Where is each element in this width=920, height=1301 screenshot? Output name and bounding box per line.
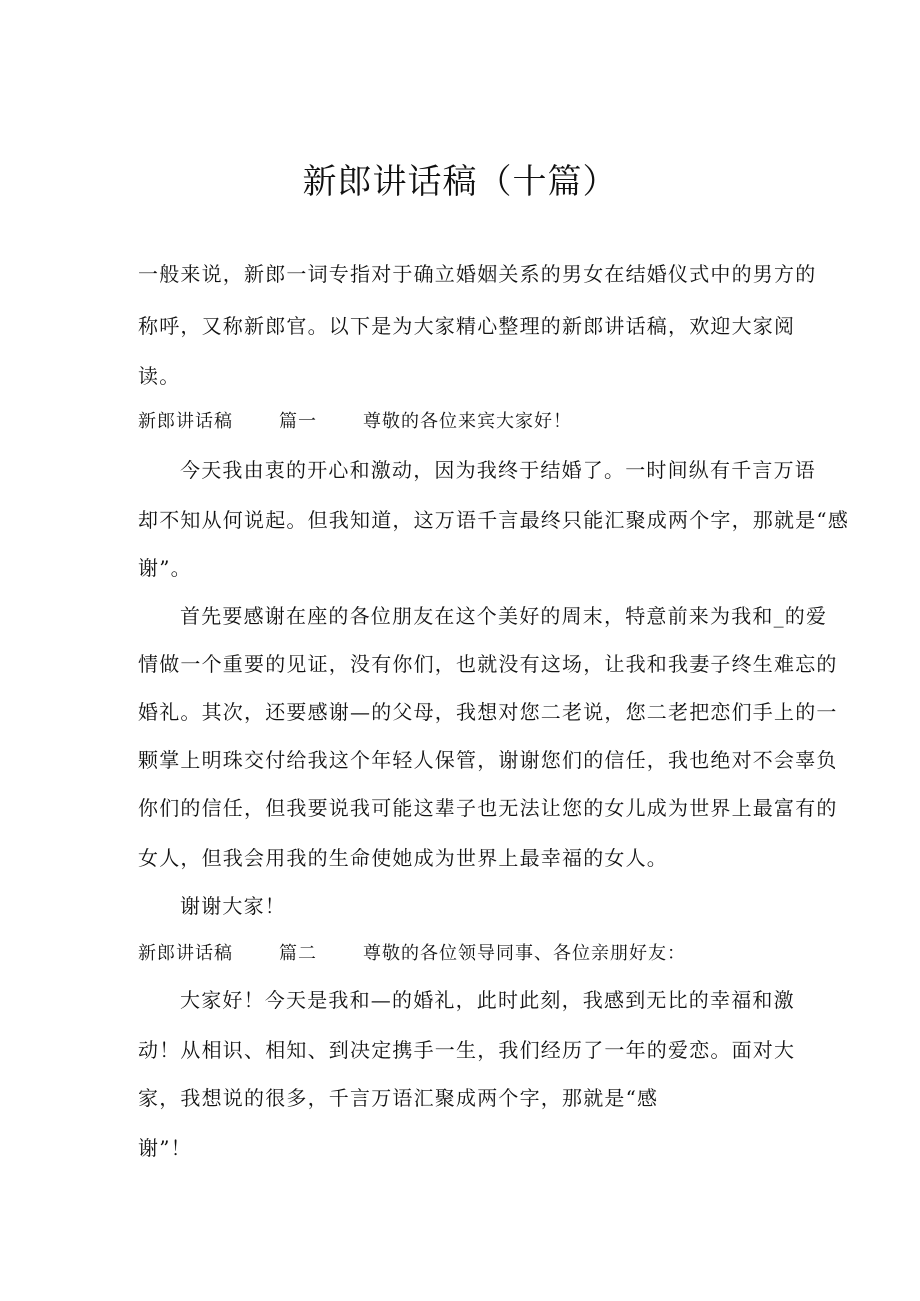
section-1-heading-greeting: 尊敬的各位来宾大家好！ (363, 411, 572, 432)
section-1-para-1-line-3: 谢”。 (138, 556, 192, 580)
section-1-heading-title: 新郎讲话稿 (138, 411, 233, 432)
section-1-para-1-line-2: 却不知从何说起。但我知道，这万语千言最终只能汇聚成两个字，那就是“感 (138, 508, 850, 532)
section-1-heading-number: 篇一 (279, 411, 317, 432)
section-2-para-1-line-4: 谢”！ (138, 1136, 192, 1160)
section-1-heading (138, 408, 572, 436)
section-1-para-2-line-5: 你们的信任，但我要说我可能这辈子也无法让您的女儿成为世界上最富有的 (138, 796, 838, 820)
section-2-para-1-line-1: 大家好！今天是我和—的婚礼，此时此刻，我感到无比的幸福和激 (180, 988, 795, 1012)
section-1-para-2-line-3: 婚礼。其次，还要感谢—的父母，我想对您二老说，您二老把恋们手上的一 (138, 700, 838, 724)
section-1-para-2-line-6: 女人，但我会用我的生命使她成为世界上最幸福的女人。 (138, 846, 668, 870)
intro-line-3: 读。 (138, 364, 181, 388)
section-2-heading-number: 篇二 (279, 943, 317, 964)
section-2-heading-greeting: 尊敬的各位领导同事、各位亲朋好友： (363, 943, 686, 964)
intro-line-1: 一般来说，新郎一词专指对于确立婚姻关系的男女在结婚仪式中的男方的 (138, 262, 817, 286)
section-2-heading (138, 940, 686, 968)
document-title: 新郎讲话稿（十篇） (302, 162, 618, 202)
section-1-para-1-line-1: 今天我由衷的开心和激动，因为我终于结婚了。一时间纵有千言万语 (180, 458, 816, 482)
section-2-para-1-line-3: 家，我想说的很多，千言万语汇聚成两个字，那就是“感 (138, 1086, 659, 1110)
section-1-para-2-line-4: 颗掌上明珠交付给我这个年轻人保管，谢谢您们的信任，我也绝对不会辜负 (138, 748, 838, 772)
section-2-heading-title: 新郎讲话稿 (138, 943, 233, 964)
section-1-para-2-line-2: 情做一个重要的见证，没有你们，也就没有这场，让我和我妻子终生难忘的 (138, 652, 838, 676)
section-2-para-1-line-2: 动！从相识、相知、到决定携手一生，我们经历了一年的爱恋。面对大 (138, 1038, 796, 1062)
section-1-para-2-line-1: 首先要感谢在座的各位朋友在这个美好的周末，特意前来为我和_的爱 (180, 604, 828, 628)
section-1-para-3: 谢谢大家！ (180, 894, 286, 918)
intro-line-2: 称呼，又称新郎官。以下是为大家精心整理的新郎讲话稿，欢迎大家阅 (138, 314, 796, 338)
